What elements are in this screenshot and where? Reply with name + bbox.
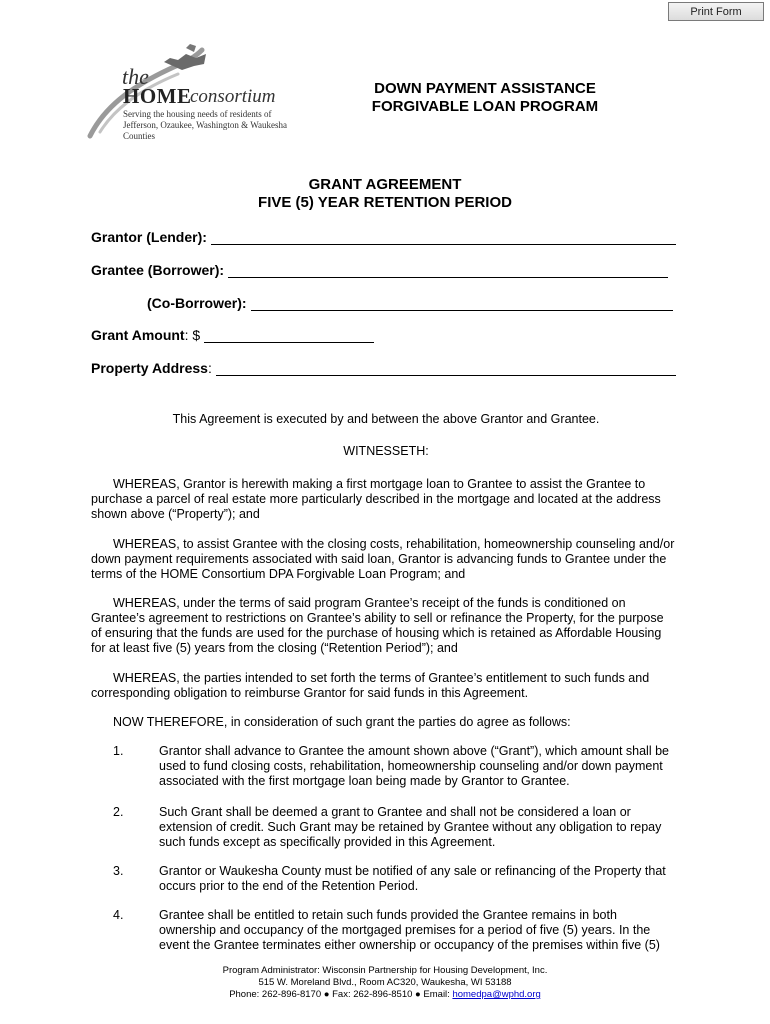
whereas3-line3: of ensuring that the funds are used for the purchase of housing which is retained as Affordable Housing (91, 626, 662, 640)
program-title-line1: DOWN PAYMENT ASSISTANCE (374, 80, 596, 97)
grant-amount-label: Grant Amount (91, 327, 185, 343)
item1-line2: used to fund closing costs, rehabilitation, homeownership counseling and/or down payment (159, 759, 663, 773)
grantee-field (91, 262, 668, 278)
property-address-input-line[interactable] (216, 361, 676, 376)
item4-number: 4. (113, 908, 124, 922)
print-form-button[interactable]: Print Form (668, 2, 764, 21)
item2-line2: extension of credit. Such Grant may be retained by Grantee without any obligation to repay (159, 820, 662, 834)
grant-amount-field (91, 327, 374, 343)
whereas4-line2: corresponding obligation to reimburse Grantor for said funds in this Agreement. (91, 686, 529, 700)
intro-paragraph: This Agreement is executed by and between the above Grantor and Grantee. (172, 412, 600, 426)
logo-tagline: Serving the housing needs of residents of Jefferson, Ozaukee, Washington & Waukesha Counties (123, 109, 288, 141)
whereas2-line3: terms of the HOME Consortium DPA Forgivable Loan Program; and (91, 567, 466, 581)
property-address-colon: : (207, 360, 212, 376)
whereas4-line1: WHEREAS, the parties intended to set forth the terms of Grantee’s entitlement to such funds and (113, 671, 650, 685)
item1-number: 1. (113, 744, 124, 758)
coborrower-input-line[interactable] (251, 296, 673, 311)
footer-phone-fax: Phone: 262-896-8170 ● Fax: 262-896-8510 ● Email: (229, 989, 453, 1000)
footer-administrator: Program Administrator: Wisconsin Partnership for Housing Development, Inc. (222, 965, 548, 976)
logo-home-text: HOME (123, 84, 192, 108)
logo-consortium-text: consortium (190, 86, 276, 107)
whereas1-line1: WHEREAS, Grantor is herewith making a first mortgage loan to Grantee to assist the Grantee to (113, 477, 646, 491)
item2-line1: Such Grant shall be deemed a grant to Grantee and shall not be considered a loan or (159, 805, 631, 819)
item3-line1: Grantor or Waukesha County must be notified of any sale or refinancing of the Property that (159, 864, 666, 878)
item2-number: 2. (113, 805, 124, 819)
whereas3-line4: for at least five (5) years from the closing (“Retention Period”); and (91, 641, 458, 655)
program-title-line2: FORGIVABLE LOAN PROGRAM (371, 98, 599, 115)
item3-number: 3. (113, 864, 124, 878)
grantor-field (91, 229, 676, 245)
grantee-input-line[interactable] (228, 263, 668, 278)
grantee-label: Grantee (Borrower): (91, 262, 225, 278)
whereas1-line2: purchase a parcel of real estate more particularly described in the mortgage and located at the address (91, 492, 661, 506)
logo-the-text: the (122, 64, 149, 89)
grant-amount-input-line[interactable] (204, 328, 374, 343)
property-address-label: Property Address (91, 360, 208, 376)
property-address-field (91, 360, 676, 376)
footer-contact (185, 989, 585, 1001)
grantor-input-line[interactable] (211, 230, 676, 245)
witnesseth-heading: WITNESSETH: (343, 444, 429, 458)
now-therefore-paragraph: NOW THEREFORE, in consideration of such grant the parties do agree as follows: (113, 715, 571, 729)
coborrower-label: (Co-Borrower): (147, 295, 247, 311)
whereas3-line2: Grantee’s agreement to restrictions on Grantee’s ability to sell or refinance the Property, for the purpose (91, 611, 664, 625)
item1-line3: associated with the first mortgage loan being made by Grantor to Grantee. (159, 774, 570, 788)
whereas2-line1: WHEREAS, to assist Grantee with the closing costs, rehabilitation, homeownership counseling and/or (113, 537, 675, 551)
coborrower-field (147, 295, 673, 311)
whereas1-line3: shown above (“Property”); and (91, 507, 260, 521)
whereas3-line1: WHEREAS, under the terms of said program Grantee’s receipt of the funds is conditioned on (113, 596, 626, 610)
item4-line2: ownership and occupancy of the mortgaged premises for a period of five (5) years. In the (159, 923, 651, 937)
grant-amount-dollar: : $ (184, 327, 201, 343)
item4-line1: Grantee shall be entitled to retain such funds provided the Grantee remains in both (159, 908, 617, 922)
agreement-title-line2: FIVE (5) YEAR RETENTION PERIOD (258, 194, 512, 211)
agreement-title-line1: GRANT AGREEMENT (308, 176, 462, 193)
footer-address: 515 W. Moreland Blvd., Room AC320, Waukesha, WI 53188 (258, 977, 512, 988)
whereas2-line2: down payment requirements associated with said loan, Grantor is advancing funds to Grantee under the (91, 552, 667, 566)
item4-line3: event the Grantee terminates either ownership or occupancy of the premises within five (5) (159, 938, 660, 952)
item3-line2: occurs prior to the end of the Retention Period. (159, 879, 419, 893)
footer-email-link[interactable]: homedpa@wphd.org (452, 989, 541, 1000)
item2-line3: such funds except as specifically provided in this Agreement. (159, 835, 496, 849)
grantor-label: Grantor (Lender): (91, 229, 207, 245)
item1-line1: Grantor shall advance to Grantee the amount shown above (“Grant”), which amount shall be (159, 744, 669, 758)
